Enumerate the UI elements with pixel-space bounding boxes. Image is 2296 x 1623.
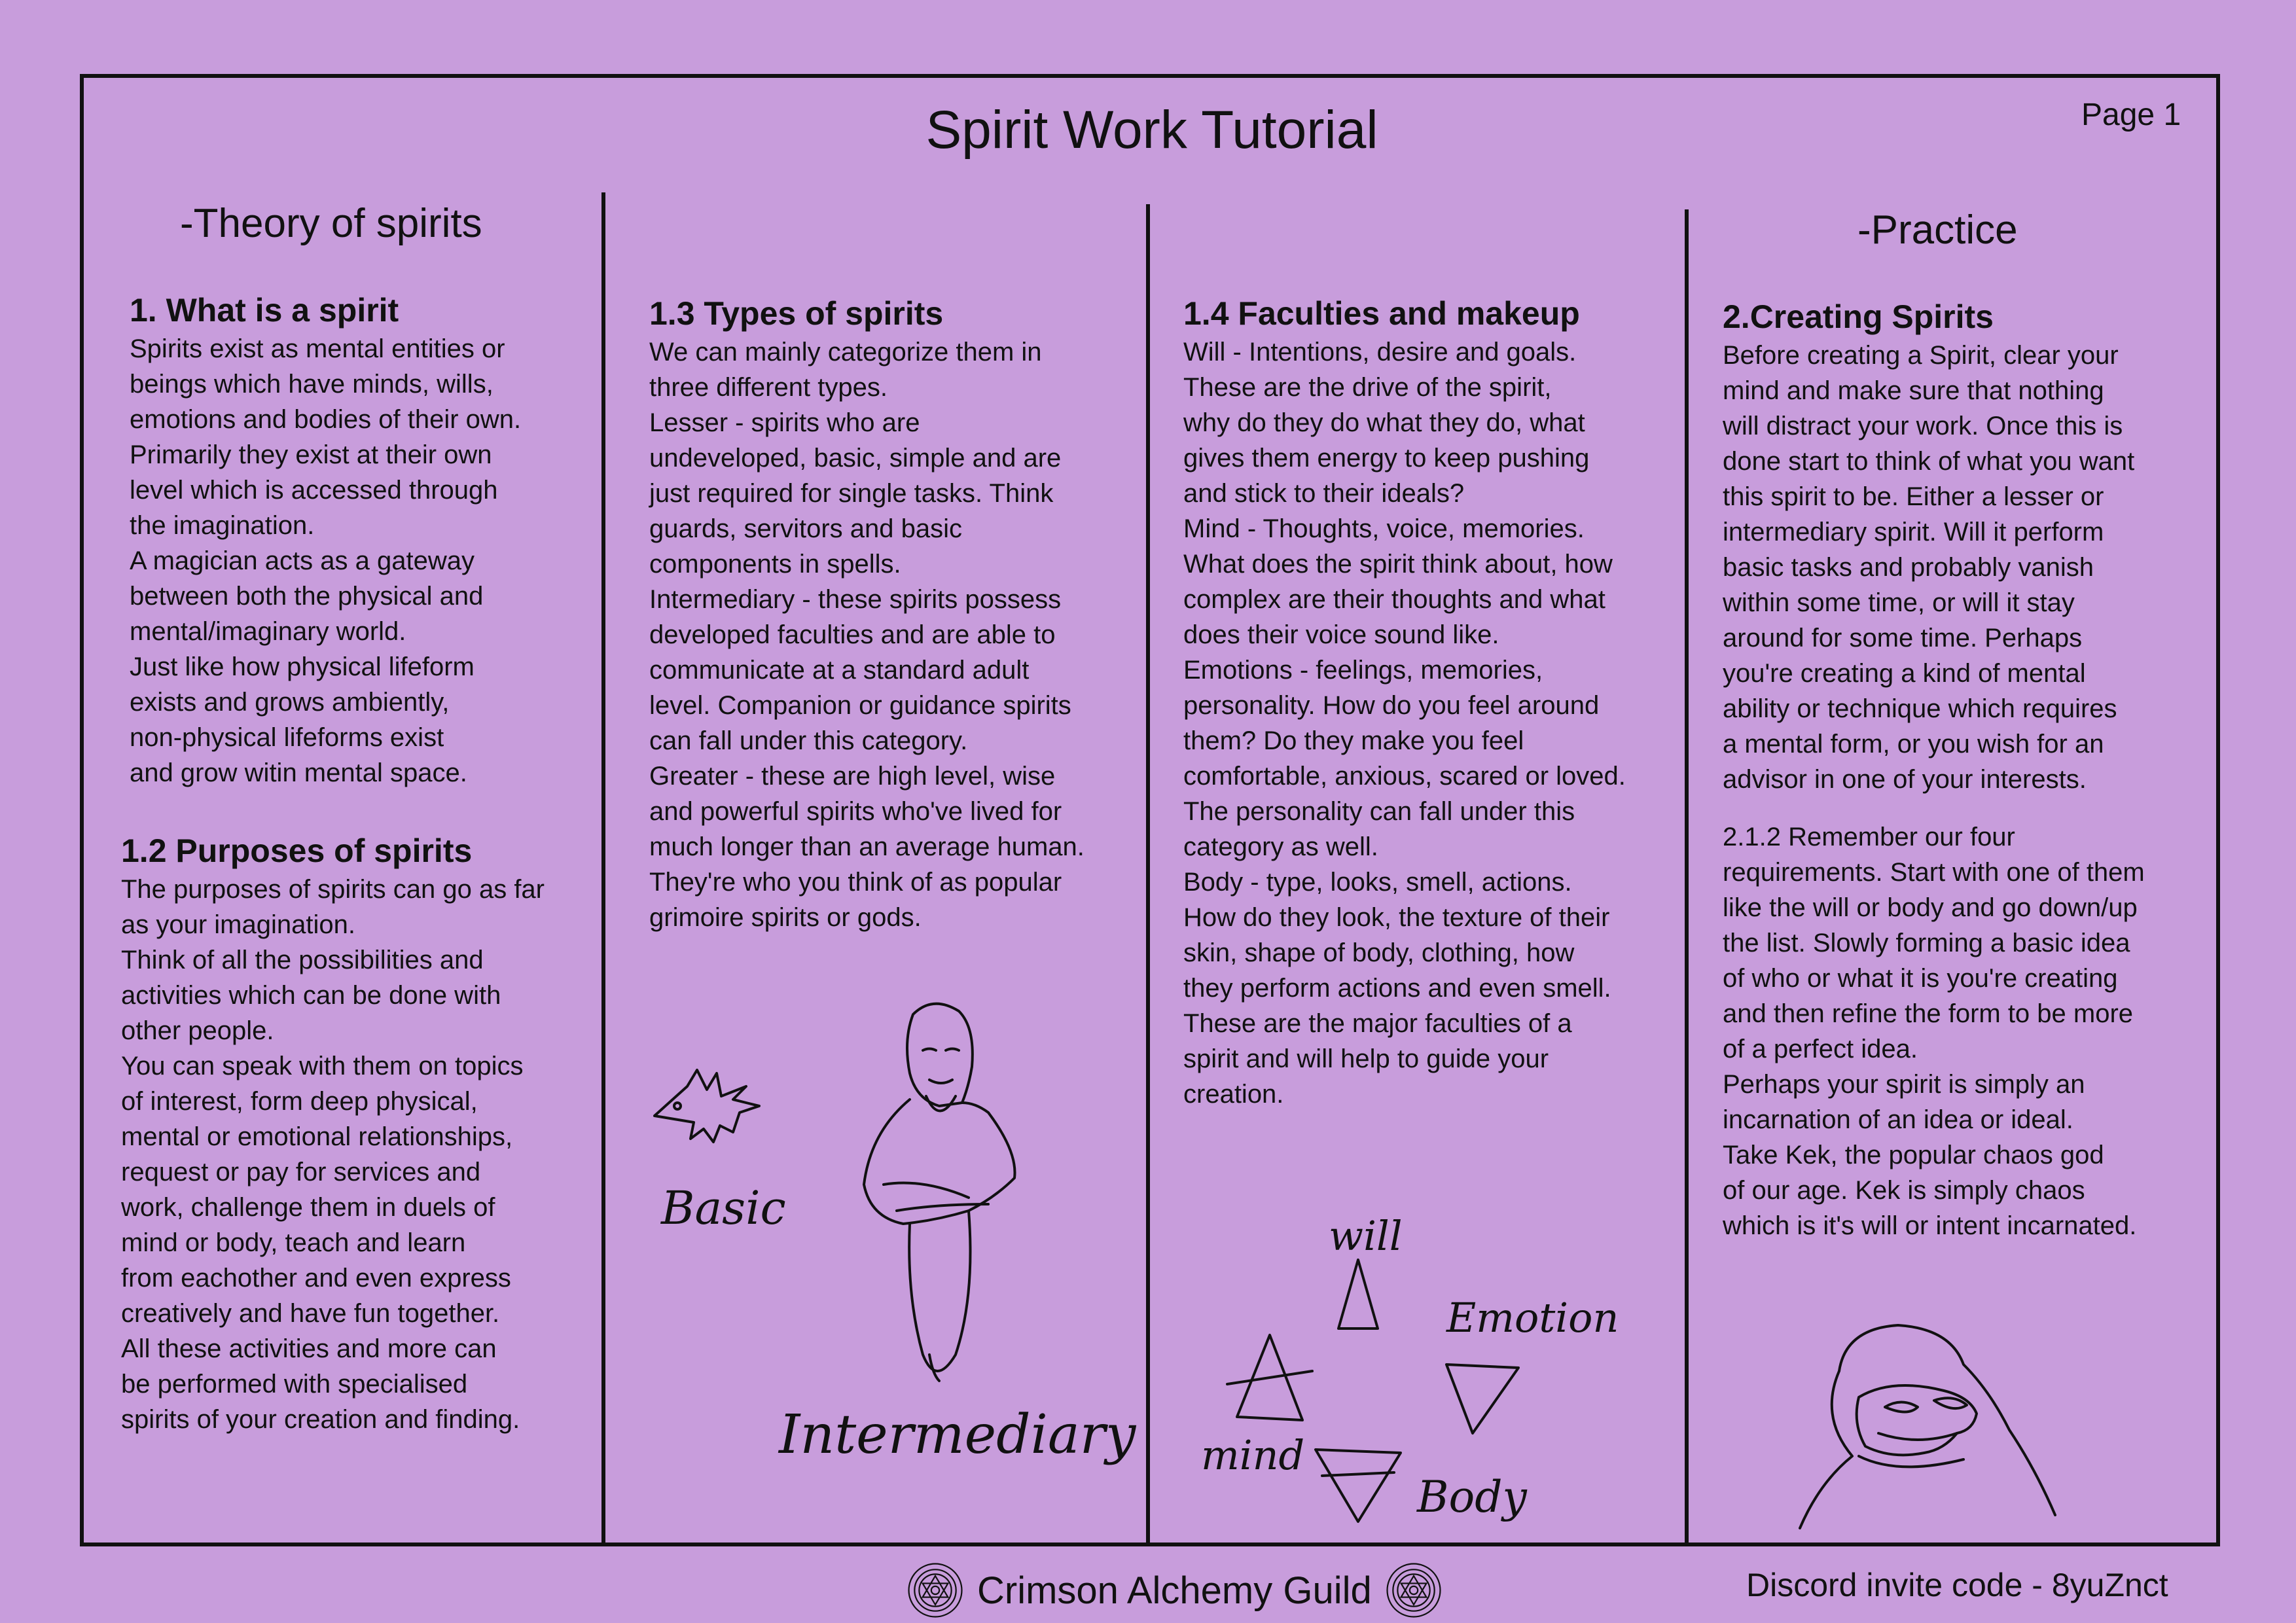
- section-types-of-spirits: [649, 293, 1134, 935]
- column-divider: [601, 192, 605, 1546]
- section-faculties-and-makeup: [1183, 293, 1681, 1112]
- body-label: Body: [1417, 1472, 1527, 1522]
- section-title: 2.Creating Spirits: [1723, 298, 1994, 335]
- mind-label: mind: [1201, 1431, 1305, 1479]
- section-body-requirements: 2.1.2 Remember our four requirements. Start with one of them like the will or body and go down/up the list. Slowly forming a basic idea of who or what it is you're creating and then refine the form to be more of a perfect idea. Perhaps your spirit is simply an incarnation of an idea or ideal. Take Kek, the popular chaos god of our age. Kek is simply chaos which is it's will or intent incarnated.: [1723, 823, 2145, 1240]
- practice-heading: -Practice: [1857, 207, 2018, 253]
- theory-heading: -Theory of spirits: [180, 201, 482, 246]
- hexagram-seal-icon: [1385, 1561, 1443, 1619]
- hexagram-seal-icon: [906, 1561, 964, 1619]
- intermediary-label: Intermediary: [779, 1404, 1136, 1466]
- section-creating-spirits: [1723, 296, 2207, 1243]
- mind-triangle-icon: [1227, 1335, 1312, 1420]
- section-title: 1. What is a spirit: [130, 292, 399, 329]
- discord-invite-code: Discord invite code - 8yuZnct: [1746, 1567, 2168, 1603]
- will-label: will: [1329, 1212, 1403, 1260]
- intermediary-spirit-drawing: [772, 988, 1139, 1486]
- page-number: Page 1: [2081, 98, 2181, 132]
- faculties-elements-drawing: [1198, 1211, 1630, 1538]
- body-triangle-icon: [1316, 1450, 1401, 1522]
- page-title: Spirit Work Tutorial: [925, 100, 1378, 160]
- section-title: 1.3 Types of spirits: [649, 295, 944, 332]
- section-purposes-of-spirits: [121, 830, 592, 1437]
- column-divider: [1146, 204, 1150, 1546]
- kek-frog-drawing: [1793, 1319, 2068, 1535]
- section-what-is-a-spirit: [130, 289, 588, 791]
- section-body: The purposes of spirits can go as far as your imagination. Think of all the possibilities and activities which can be done with other people. You can speak with them on topics of interest, form deep physical, mental or emotional relationships, request or pay for services and work, challenge them in duels of mind or body, teach and learn from eachother and even express creatively and have fun together. All these activities and more can be performed with specialised spirits of your creation and finding.: [121, 875, 545, 1434]
- section-title: 1.2 Purposes of spirits: [121, 832, 473, 869]
- section-body: Will - Intentions, desire and goals. These are the drive of the spirit, why do they do what they do, what gives them energy to keep pushing and stick to their ideals? Mind - Thoughts, voice, memories. What does the spirit think about, how complex are their thoughts and what does their voice sound like. Emotions - feelings, memories, personality. How do you feel around them? Do they make you feel comfortable, anxious, scared or loved. The personality can fall under this category as well. Body - type, looks, smell, actions. How do they look, the texture of their skin, shape of body, clothing, how they perform actions and even smell. These are the major faculties of a spirit and will help to guide your creation.: [1183, 338, 1626, 1109]
- basic-label: Basic: [661, 1181, 786, 1235]
- section-body: Before creating a Spirit, clear your mind and make sure that nothing will distract your work. Once this is done start to think of what you want this spirit to be. Either a lesser or intermediary spirit. Will it perform basic tasks and probably vanish within some time, or will it stay around for some time. Perhaps you're creating a kind of mental ability or technique which requires a mental form, or you wish for an advisor in one of your interests.: [1723, 341, 2135, 794]
- guild-name: Crimson Alchemy Guild: [977, 1569, 1372, 1612]
- footer-brand: [906, 1561, 1443, 1620]
- emotion-label: Emotion: [1446, 1294, 1619, 1342]
- section-title: 1.4 Faculties and makeup: [1183, 295, 1580, 332]
- section-body: Spirits exist as mental entities or beings which have minds, wills, emotions and bodies of their own. Primarily they exist at their own level which is accessed through the imagination. A magician acts as a gateway between both the physical and mental/imaginary world. Just like how physical lifeform exists and grows ambiently, non-physical lifeforms exist and grow witin mental space.: [130, 334, 522, 787]
- will-triangle-icon: [1338, 1260, 1378, 1329]
- column-divider: [1685, 209, 1689, 1546]
- section-body: We can mainly categorize them in three different types. Lesser - spirits who are undeveloped, basic, simple and are just required for single tasks. Think guards, servitors and basic components in spells. Intermediary - these spirits possess developed faculties and are able to communicate at a standard adult level. Companion or guidance spirits can fall under this category. Greater - these are high level, wise and powerful spirits who've lived for much longer than an average human. They're who you think of as popular grimoire spirits or gods.: [649, 338, 1085, 932]
- emotion-triangle-icon: [1446, 1364, 1518, 1433]
